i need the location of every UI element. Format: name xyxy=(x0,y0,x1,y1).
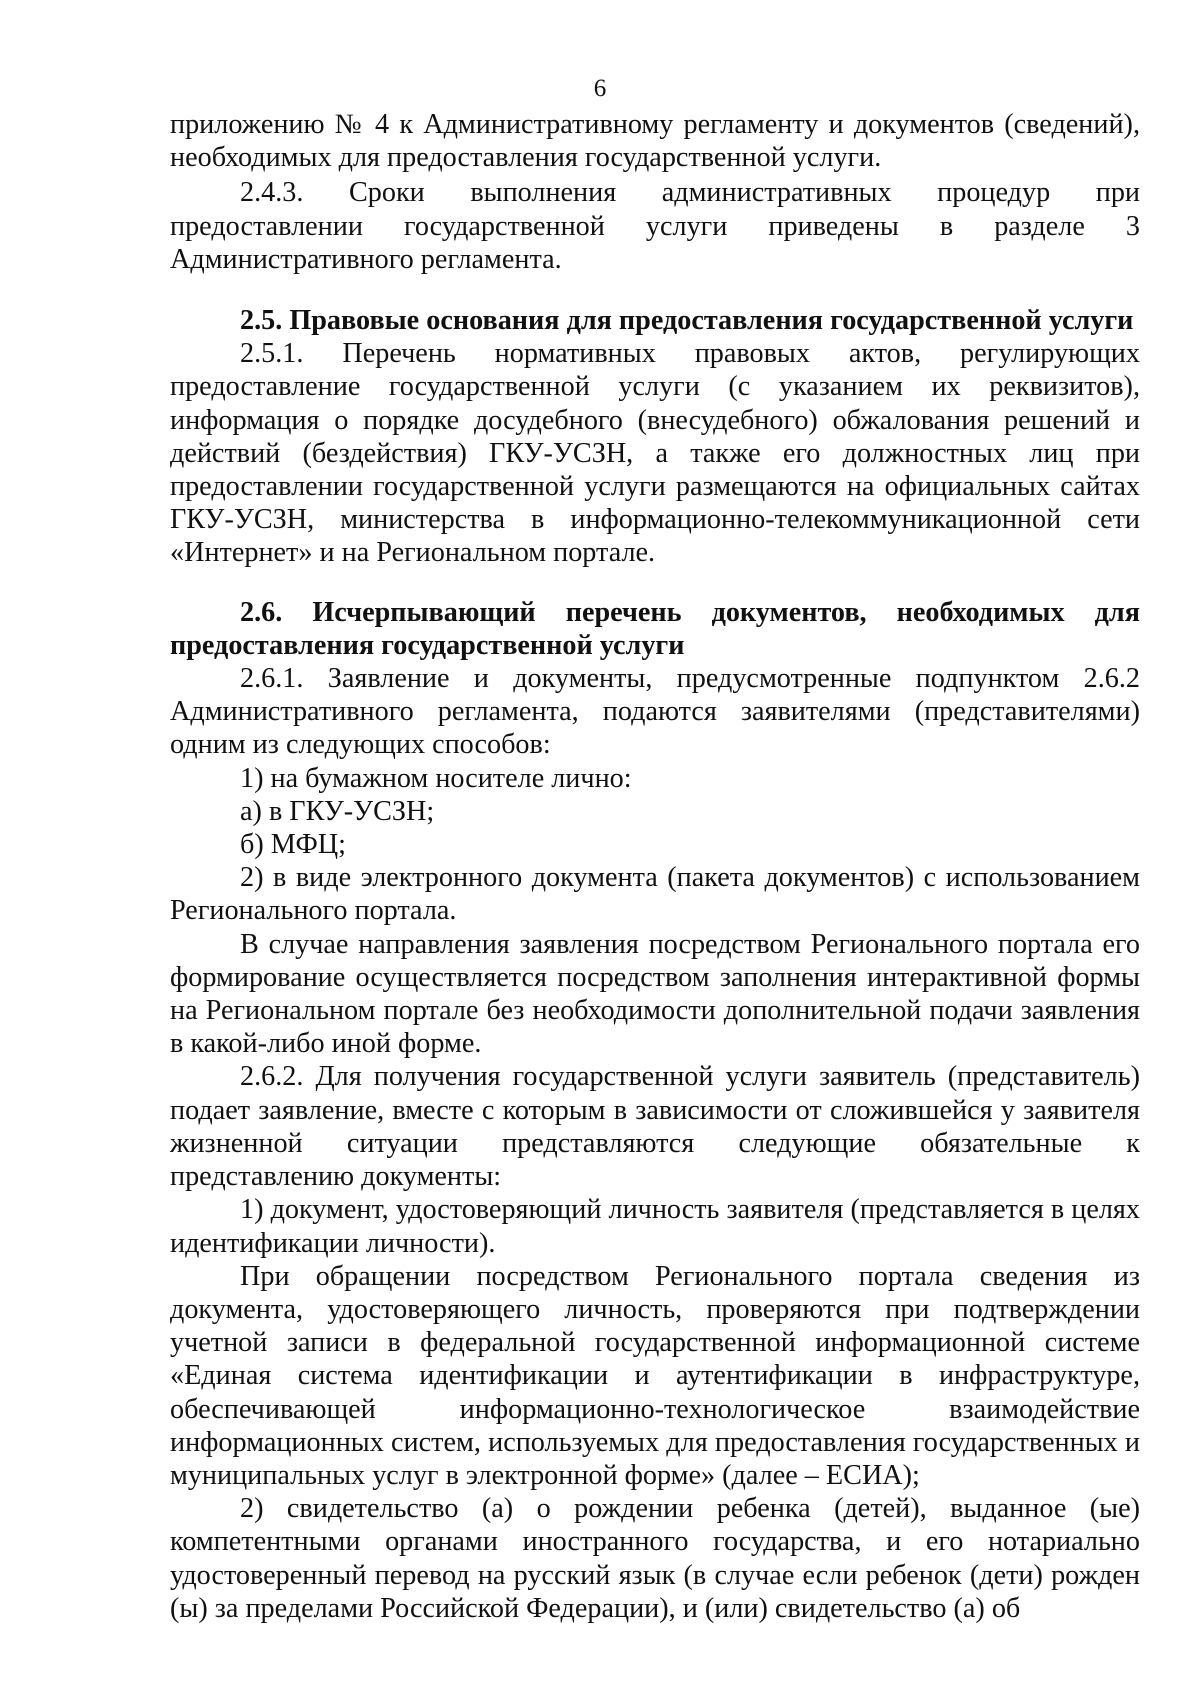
section-heading-2-6: 2.6. Исчерпывающий перечень документов, необходимых для предоставления государственной услуги xyxy=(170,596,1140,661)
page-number: 6 xyxy=(593,75,607,102)
section-heading-2-5: 2.5. Правовые основания для предоставления государственной услуги xyxy=(240,305,1134,337)
paragraph-2-5-1: 2.5.1. Перечень нормативных правовых актов, регулирующих предоставление государственной услуги (с указанием их реквизитов), информация о порядке досудебного (внесудебного) обжалования решений и действий (бездействия) ГКУ-УСЗН, а также его должностных лиц при предоставлении государственной услуги размещаются на официальных сайтах ГКУ-УСЗН, министерства в информационно-телекоммуникационной сети «Интернет» и на Региональном портале. xyxy=(170,338,1140,569)
list-item-mfc: б) МФЦ; xyxy=(240,829,346,861)
paragraph-2-6-2: 2.6.2. Для получения государственной услуги заявитель (представитель) подает заявление, вместе с которым в зависимости от сложившейся у заявителя жизненной ситуации представляются следующие обязательные к представлению документы: xyxy=(170,1061,1140,1193)
list-item-paper: 1) на бумажном носителе лично: xyxy=(240,762,632,794)
paragraph-2-6-1: 2.6.1. Заявление и документы, предусмотренные подпунктом 2.6.2 Административного регламента, подаются заявителями (представителями) одним из следующих способов: xyxy=(170,663,1140,761)
paragraph-esia: При обращении посредством Регионального портала сведения из документа, удостоверяющего личность, проверяются при подтверждении учетной записи в федеральной государственной информационной системе «Единая система идентификации и аутентификации в инфраструктуре, обеспечивающей информационно-технологическое взаимодействие информационных систем, используемых для предоставления государственных и муниципальных услуг в электронной форме» (далее – ЕСИА); xyxy=(170,1260,1140,1491)
document-body xyxy=(170,108,1140,1625)
list-item-electronic: 2) в виде электронного документа (пакета документов) с использованием Регионального портала. xyxy=(170,862,1140,927)
list-item-identity-document: 1) документ, удостоверяющий личность заявителя (представляется в целях идентификации личности). xyxy=(170,1194,1140,1259)
paragraph-2-4-3: 2.4.3. Сроки выполнения административных процедур при предоставлении государственной услуги приведены в разделе 3 Административного регламента. xyxy=(170,177,1140,275)
list-item-gku-uszn: а) в ГКУ-УСЗН; xyxy=(240,795,435,827)
list-item-birth-certificate: 2) свидетельство (а) о рождении ребенка (детей), выданное (ые) компетентными органами иностранного государства, и его нотариально удостоверенный перевод на русский язык (в случае если ребенок (дети) рожден (ы) за пределами Российской Федерации), и (или) свидетельство (а) об xyxy=(170,1493,1140,1624)
paragraph-continuation: приложению № 4 к Административному регламенту и документов (сведений), необходимых для предоставления государственной услуги. xyxy=(170,109,1140,174)
paragraph-regional-portal: В случае направления заявления посредством Регионального портала его формирование осуществляется посредством заполнения интерактивной формы на Региональном портале без необходимости дополнительной подачи заявления в какой-либо иной форме. xyxy=(170,928,1140,1060)
